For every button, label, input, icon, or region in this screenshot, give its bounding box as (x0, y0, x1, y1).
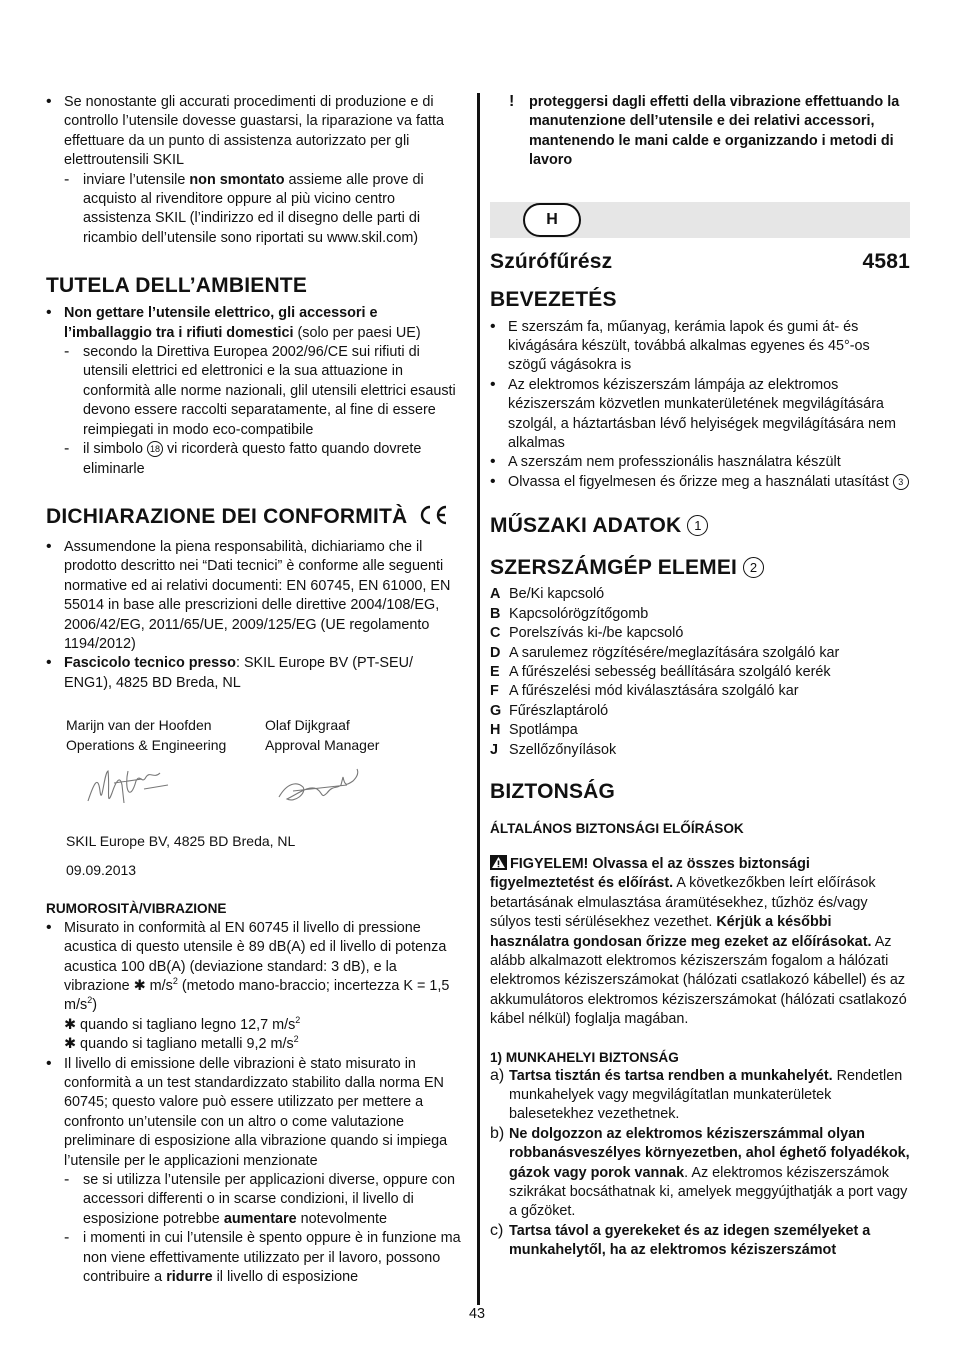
product-title: Szúrófűrész 4581 (490, 249, 910, 273)
warning-triangle-icon (490, 855, 507, 870)
list-item: • Olvassa el figyelmesen és őrizze meg a használati utasítást 3 (490, 473, 910, 492)
list-item: • Assumendone la piena responsabilità, dichiariamo che il prodotto descritto nei “Dati tecnici” è conforme alle seguenti normative ed ai relativi documenti: EN 60745, EN 61000, EN 55014 in base alle prescrizioni delle direttive 2004/108/EG, 2006/42/EG, 2011/65/UE, 2009/125/EG (UE regolamento 1194/2012) (46, 537, 451, 652)
ref-2-icon: 2 (743, 557, 764, 578)
section-heading-munkahelyi: 1) MUNKAHELYI BIZTONSÁG (490, 1049, 679, 1065)
signatory-2: Olaf Dijkgraaf Approval Manager (265, 716, 464, 828)
part-item: G Fűrészlaptároló (490, 702, 609, 719)
list-item: • E szerszám fa, műanyag, kerámia lapok és gumi át- és kivágására készült, továbbá alkalmas egyenes és 45°-os szögű vágásokra is (490, 317, 870, 374)
list-item: • Il livello di emissione delle vibrazioni è stato misurato in conformità a un test standardizzato stabilito dalla norma EN 60745; questo valore può essere utilizzato per mettere a confronto un’utensile con un altro o come valutazione preliminare di esposizione alla vibrazione quando si impiega l’utensile per le applicazioni menzionate (46, 1054, 448, 1169)
signature-1-image (84, 763, 184, 823)
column-divider (477, 93, 480, 1305)
section-heading-rumorosita: RUMOROSITÀ/VIBRAZIONE (46, 900, 227, 916)
list-item: - inviare l’utensile non smontato assieme alle prove di acquisto al rivenditore oppure al più vicino centro assistenza SKIL (l’indirizzo ed il disegno delle parti di ricambio dell’utensile sono riportati su www.skil.com) (64, 170, 424, 246)
part-item: C Porelszívás ki-/be kapcsoló (490, 625, 684, 642)
page-number: 43 (468, 1306, 485, 1322)
list-item: • Non gettare l’utensile elettrico, gli accessori e l’imballaggio tra i rifiuti domestici (solo per paesi UE) (46, 304, 421, 341)
signature-2-image (273, 763, 373, 813)
part-item: D A sarulemez rögzítésére/meglazítására szolgáló kar (490, 644, 840, 661)
section-heading-bevezetes: BEVEZETÉS (490, 287, 617, 311)
list-item: - se si utilizza l’utensile per applicazioni diverse, oppure con accessori differenti o in scarse condizioni, il livello di esposizione potrebbe aumentare notevolmente (64, 1171, 455, 1227)
ref-3-icon: 3 (893, 474, 909, 490)
list-item: c) Tartsa távol a gyerekeket és az idegen személyeket a munkahelytől, ha az elektromos kéziszerszámot (490, 1221, 871, 1259)
list-item: a) Tartsa tisztán és tartsa rendben a munkahelyét. Rendetlen munkahelyek vagy megvilágítatlan munkaterületek balesetekhez vezethetnek. (490, 1066, 903, 1123)
symbol-18-icon: 18 (147, 441, 163, 457)
part-item: J Szellőzőnyílások (490, 741, 617, 758)
part-item: A Be/Ki kapcsoló (490, 586, 605, 603)
signatures (46, 716, 464, 828)
list-item: ✱ quando si tagliano legno 12,7 $m/s^2$ (64, 1015, 301, 1033)
warning-paragraph: FIGYELEM! Olvassa el az összes biztonsági figyelmeztetést és előírást. A következőkben leírt előírások betartásának elmulasztása áramütésekhez, tűzhöz és/vagy súlyos testi sérülésekhez vezethet. Kérjük a későbbi használatra gondosan őrizze meg ezeket az előírásokat. Az alább alkalmazott elektromos kéziszerszám fogalom a hálózati elektromos kéziszerszámokat (hálózati csatlakozó kábellel) és az akkumulátoros elektromos kéziszerszámokat (hálózati csatlakozó kábel nélkül) foglalja magában. (490, 855, 907, 1028)
list-item: • Az elektromos kéziszerszám lámpája az elektromos kéziszerszám közvetlen munkaterületének megvilágítására szolgál, a háztartásban lévő helyiségek megvilágítására nem alkalmas (490, 375, 896, 452)
part-item: F A fűrészelési mód kiválasztására szolgáló kar (490, 683, 799, 700)
right-column (490, 93, 910, 1261)
list-item: - il simbolo 18 vi ricorderà questo fatto quando dovrete eliminarle (64, 440, 422, 477)
list-item: • Se nonostante gli accurati procedimenti di produzione e di controllo l’utensile dovesse guastarsi, la riparazione va fatta effettuare da un punto di assistenza autorizzato per gli elettroutensili SKIL (46, 93, 444, 169)
signatory-1: Marijn van der Hoofden Operations & Engineering (66, 716, 265, 828)
list-item: ✱ quando si tagliano metalli 9,2 $m/s^2$ (64, 1034, 299, 1053)
vibration-note: ! proteggersi dagli effetti della vibrazione effettuando la manutenzione dell’utensile e dei relativi accessori, mantenendo le mani calde e organizzando i metodi di lavoro (509, 93, 900, 169)
section-heading-conformita: DICHIARAZIONE DEI CONFORMITÀ (46, 504, 464, 532)
section-heading-tutela: TUTELA DELL’AMBIENTE (46, 274, 308, 298)
ce-mark-icon (417, 504, 449, 532)
ref-1-icon: 1 (687, 515, 708, 536)
list-item: - i momenti in cui l’utensile è spento oppure è in funzione ma non viene effettivamente utilizzato per il lavoro, possono contribuire a ridurre il livello di esposizione (64, 1229, 461, 1286)
list-item: • Misurato in conformità al EN 60745 il livello di pressione acustica di questo utensile è 89 dB(A) ed il livello di potenza acustica 100 dB(A) (deviazione standard: 3 dB), e la vibrazione ✱ $m/s^2$ (metodo mano-braccio; incertezza K = 1,5 $m/s^2$) (46, 918, 450, 1014)
section-heading-altalanos: ÁLTALÁNOS BIZTONSÁGI ELŐÍRÁSOK (490, 820, 744, 836)
left-column: • Se nonostante gli accurati procedimenti di produzione e di controllo l’utensile dovesse guastarsi, la riparazione va fatta effettuare da un punto di assistenza autorizzato per gli elettroutensili SKIL - inviare l’utensile non smontato assieme alle prove di acquisto al rivenditore oppure al più vicino centro assistenza SKIL (l’indirizzo ed il disegno delle parti di ricambio dell’utensile sono riportati su www.skil.com) TUTELA DELL’AMBIENTE • Non gettare l’utensile elettrico, gli accessori e l’imballaggio tra i rifiuti domestici (solo per paesi UE) - secondo la Direttiva Europea 2002/96/CE sui rifiuti di utensili elettrici ed elettronici e la sua attuazione in conformità alle norme nazionali, glil utensili elettrici esausti devono essere raccolti separatamente, al fine di essere reimpiegati in modo eco-compatibile - il simbolo 18 vi ricorderà questo fatto quando dovrete eliminarle DICHIARAZIONE DEI CONFORMITÀ • Assumendone la piena responsabilità, dichiariamo che il prodotto descritto nei “Dati tecnici” è conforme alle seguenti normative ed ai relativi documenti: EN 60745, EN 61000, EN 55014 in base alle prescrizioni delle direttive 2004/108/EG, 2006/42/EG, 2011/65/UE, 2009/125/EG (UE regolamento 1194/2012) • Fascicolo tecnico presso: SKIL Europe BV (PT-SEU/ ENG1), 4825 BD Breda, NL Marijn van der Hoofden Operations & Engineering Olaf Dijkgraaf Approval Manager SKIL Europe BV, 4825 BD Breda, NL 09.09.2013 RUMOROSITÀ/VIBRAZIONE • Misurato in conformità al EN 60745 il livello di pressione acustica di questo utensile è 89 dB(A) ed il livello di potenza acustica 100 dB(A) (deviazione standard: 3 dB), e la vibrazione ✱ $m/s^2$ (metodo mano-braccio; incertezza K = 1,5 $m/s^2$) ✱ quando si tagliano legno 12,7 $m/s^2$ ✱ quando si tagliano metalli 9,2 $m/s^2$ • Il livello di emissione delle vibrazioni è stato misurato in conformità a un test standardizzato stabilito dalla norma EN 60745; questo valore può essere utilizzato per mettere a confronto un’utensile con un altro o come valutazione preliminare di esposizione alla vibrazione quando si impiega l’utensile per le applicazioni menzionate - se si utilizza l’utensile per applicazioni diverse, oppure con accessori differenti o in scarse condizioni, il livello di esposizione potrebbe aumentare notevolmente - i momenti in cui l’utensile è spento oppure è in funzione ma non viene effettivamente utilizzato per il lavoro, possono contribuire a ridurre il livello di esposizione (46, 93, 464, 1288)
list-item: - secondo la Direttiva Europea 2002/96/CE sui rifiuti di utensili elettrici ed elettronici e la sua attuazione in conformità alle norme nazionali, glil utensili elettrici esausti devono essere raccolti separatamente, al fine di essere reimpiegati in modo eco-compatibile (64, 343, 456, 438)
list-item: • Fascicolo tecnico presso: SKIL Europe BV (PT-SEU/ ENG1), 4825 BD Breda, NL (46, 654, 413, 691)
list-item: b) Ne dolgozzon az elektromos kéziszerszámmal olyan robbanásveszélyes környezetben, ahol éghető folyadékok, gázok vagy porok vannak. Az elektromos kéziszerszámok szikrákat bocsáthatnak ki, amelyek meggyújthatják a port vagy a gőzöket. (490, 1124, 910, 1220)
bevezetes-list (490, 318, 910, 473)
language-bar (490, 202, 910, 238)
section-heading-elemei: SZERSZÁMGÉP ELEMEI 2 (490, 555, 910, 580)
list-item: • A szerszám nem professzionális használatra készült (490, 453, 841, 471)
section-heading-biztonsag: BIZTONSÁG (490, 779, 616, 803)
part-item: E A fűrészelési sebesség beállítására szolgáló kerék (490, 663, 831, 680)
language-badge: H (523, 203, 581, 237)
part-item: H Spotlámpa (490, 722, 578, 739)
part-item: B Kapcsolórögzítőgomb (490, 605, 649, 622)
section-heading-muszaki: MŰSZAKI ADATOK 1 (490, 513, 910, 538)
parts-list (490, 585, 910, 760)
